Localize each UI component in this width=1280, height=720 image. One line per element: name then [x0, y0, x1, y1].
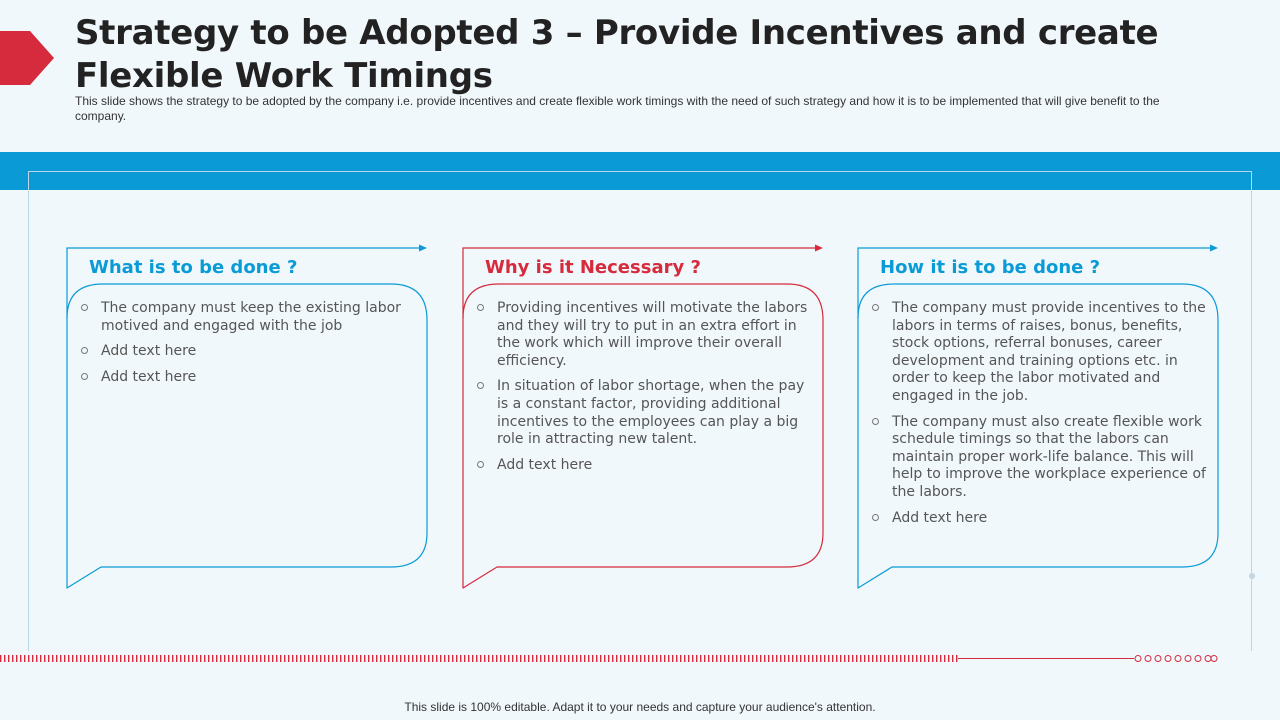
card-what [67, 240, 447, 592]
card-why [463, 240, 843, 592]
list-item [872, 300, 1212, 406]
speech-bubble-outline [67, 240, 447, 592]
list-item-text: Add text here [497, 456, 593, 473]
bullet-icon [81, 347, 88, 354]
list-item [81, 369, 421, 387]
list-item [81, 300, 421, 335]
bullet-icon [477, 461, 484, 468]
card-how [858, 240, 1238, 592]
list-item-text: In situation of labor shortage, when the pay is a constant factor, providing additional incentives to the employees can play a big role in attracting new talent. [497, 378, 805, 448]
card-list [81, 300, 421, 394]
bullet-icon [872, 418, 879, 425]
bullet-icon [81, 373, 88, 380]
bullet-icon [872, 514, 879, 521]
slide-subtitle: This slide shows the strategy to be adopted by the company i.e. provide incentives and create flexible work timings with the need of such strategy and how it is to be implemented that will give benefit to the company. [75, 94, 1160, 123]
bullet-icon [477, 382, 484, 389]
list-item-text: The company must keep the existing labor motived and engaged with the job [101, 300, 401, 334]
bullet-icon [872, 304, 879, 311]
list-item-text: The company must also create flexible work schedule timings so that the labors can maintain proper work-life balance. This will help to improve the workplace experience of the labors. [892, 413, 1206, 500]
list-item-text: Add text here [101, 368, 197, 385]
list-item [477, 378, 817, 448]
list-item [477, 300, 817, 370]
red-arrow-tag-icon [0, 31, 54, 85]
card-title: How it is to be done ? [880, 257, 1101, 278]
list-item [872, 510, 1212, 528]
list-item-text: Add text here [892, 509, 988, 526]
list-item [477, 457, 817, 475]
card-list [872, 300, 1212, 535]
list-item [81, 343, 421, 361]
card-title: What is to be done ? [89, 257, 298, 278]
slide-title: Strategy to be Adopted 3 – Provide Incentives and create Flexible Work Timings [75, 13, 1159, 96]
list-item-text: The company must provide incentives to the labors in terms of raises, bonus, benefits, stock options, referral bonuses, career development and training options etc. in order to keep the labor motivated and engaged in the job. [892, 300, 1206, 404]
list-item [872, 414, 1212, 502]
list-item-text: Providing incentives will motivate the labors and they will try to put in an extra effort in the work which will improve their overall efficiency. [497, 300, 808, 369]
decorative-divider [0, 651, 1280, 667]
bullet-icon [477, 304, 484, 311]
frame-corner-dot [1249, 573, 1255, 579]
footer-note: This slide is 100% editable. Adapt it to your needs and capture your audience's attention. [404, 700, 876, 714]
list-item-text: Add text here [101, 343, 197, 360]
bullet-icon [81, 304, 88, 311]
card-list [477, 300, 817, 482]
card-title: Why is it Necessary ? [485, 257, 701, 278]
